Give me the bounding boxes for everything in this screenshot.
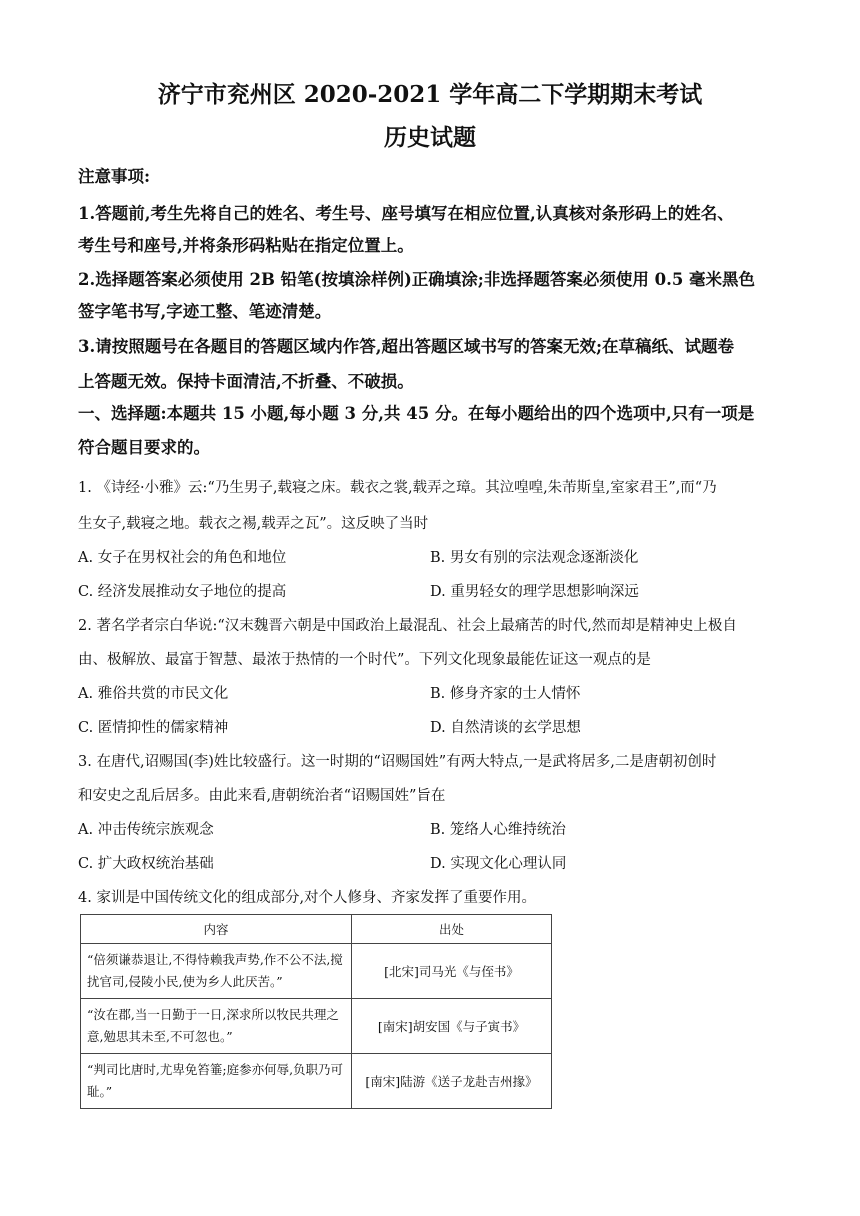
family-instruction-table xyxy=(80,914,552,1109)
table-cell-source: [南宋]胡安国《与子寅书》 xyxy=(352,999,552,1054)
notice-line: 2.选择题答案必须使用 2B 铅笔(按填涂样例)正确填涂;非选择题答案必须使用 0.5 毫米黑色 xyxy=(78,270,756,289)
notice-line: 签字笔书写,字迹工整、笔迹清楚。 xyxy=(78,302,332,321)
table-cell-content: “判司比唐时,尤卑免笞箠;庭参亦何辱,负职乃可耻。” xyxy=(81,1054,352,1109)
table-header-source: 出处 xyxy=(352,915,552,944)
exam-subtitle: 历史试题 xyxy=(384,124,476,151)
question-2-stem: 2. 著名学者宗白华说:“汉末魏晋六朝是中国政治上最混乱、社会上最痛苦的时代,然而却是精神史上极自 xyxy=(78,618,737,634)
question-4-stem: 4. 家训是中国传统文化的组成部分,对个人修身、齐家发挥了重要作用。 xyxy=(78,890,537,906)
notice-heading: 注意事项: xyxy=(78,167,151,186)
section-heading: 符合题目要求的。 xyxy=(78,438,210,457)
table-row xyxy=(81,1054,552,1109)
question-2-option-d: D. 自然清谈的玄学思想 xyxy=(430,720,581,736)
table-header-row xyxy=(81,915,552,944)
notice-line: 1.答题前,考生先将自己的姓名、考生号、座号填写在相应位置,认真核对条形码上的姓名、 xyxy=(78,204,734,223)
notice-line: 考生号和座号,并将条形码粘贴在指定位置上。 xyxy=(78,236,414,255)
notice-line: 3.请按照题号在各题目的答题区域内作答,超出答题区域书写的答案无效;在草稿纸、试题卷 xyxy=(78,337,735,356)
question-1-stem: 1. 《诗经·小雅》云:“乃生男子,载寝之床。载衣之裳,载弄之璋。其泣喤喤,朱芾斯皇,室家君王”,而“乃 xyxy=(78,480,717,496)
question-2-option-a: A. 雅俗共赏的市民文化 xyxy=(78,686,229,702)
question-3-option-d: D. 实现文化心理认同 xyxy=(430,856,567,872)
question-2-option-c: C. 匿情抑性的儒家精神 xyxy=(78,720,229,736)
table-cell-content: “汝在郡,当一日勤于一日,深求所以牧民共理之意,勉思其未至,不可忽也。” xyxy=(81,999,352,1054)
question-2-option-b: B. 修身齐家的士人情怀 xyxy=(430,686,581,702)
question-3-stem: 和安史之乱后居多。由此来看,唐朝统治者“诏赐国姓”旨在 xyxy=(78,788,446,804)
question-1-stem: 生女子,载寝之地。载衣之裼,载弄之瓦”。这反映了当时 xyxy=(78,516,429,532)
table-cell-source: [南宋]陆游《送子龙赴吉州掾》 xyxy=(352,1054,552,1109)
question-1-option-d: D. 重男轻女的理学思想影响深远 xyxy=(430,584,639,600)
question-1-option-b: B. 男女有别的宗法观念逐渐淡化 xyxy=(430,550,639,566)
question-1-option-c: C. 经济发展推动女子地位的提高 xyxy=(78,584,287,600)
notice-line: 上答题无效。保持卡面清洁,不折叠、不破损。 xyxy=(78,372,414,391)
question-1-option-a: A. 女子在男权社会的角色和地位 xyxy=(78,550,287,566)
question-3-option-c: C. 扩大政权统治基础 xyxy=(78,856,214,872)
exam-title: 济宁市兖州区 2020-2021 学年高二下学期期末考试 xyxy=(157,81,703,108)
table-cell-content: “倍须谦恭退让,不得恃赖我声势,作不公不法,搅扰官司,侵陵小民,使为乡人此厌苦。” xyxy=(81,944,352,999)
question-3-stem: 3. 在唐代,诏赐国(李)姓比较盛行。这一时期的“诏赐国姓”有两大特点,一是武将居多,二是唐朝初创时 xyxy=(78,754,717,770)
question-3-option-a: A. 冲击传统宗族观念 xyxy=(78,822,214,838)
table-row xyxy=(81,999,552,1054)
table-cell-source: [北宋]司马光《与侄书》 xyxy=(352,944,552,999)
question-3-option-b: B. 笼络人心维持统治 xyxy=(430,822,566,838)
table-row xyxy=(81,944,552,999)
question-2-stem: 由、极解放、最富于智慧、最浓于热情的一个时代”。下列文化现象最能佐证这一观点的是 xyxy=(78,652,651,668)
section-heading: 一、选择题:本题共 15 小题,每小题 3 分,共 45 分。在每小题给出的四个选项中,只有一项是 xyxy=(78,404,755,423)
table-header-content: 内容 xyxy=(81,915,352,944)
